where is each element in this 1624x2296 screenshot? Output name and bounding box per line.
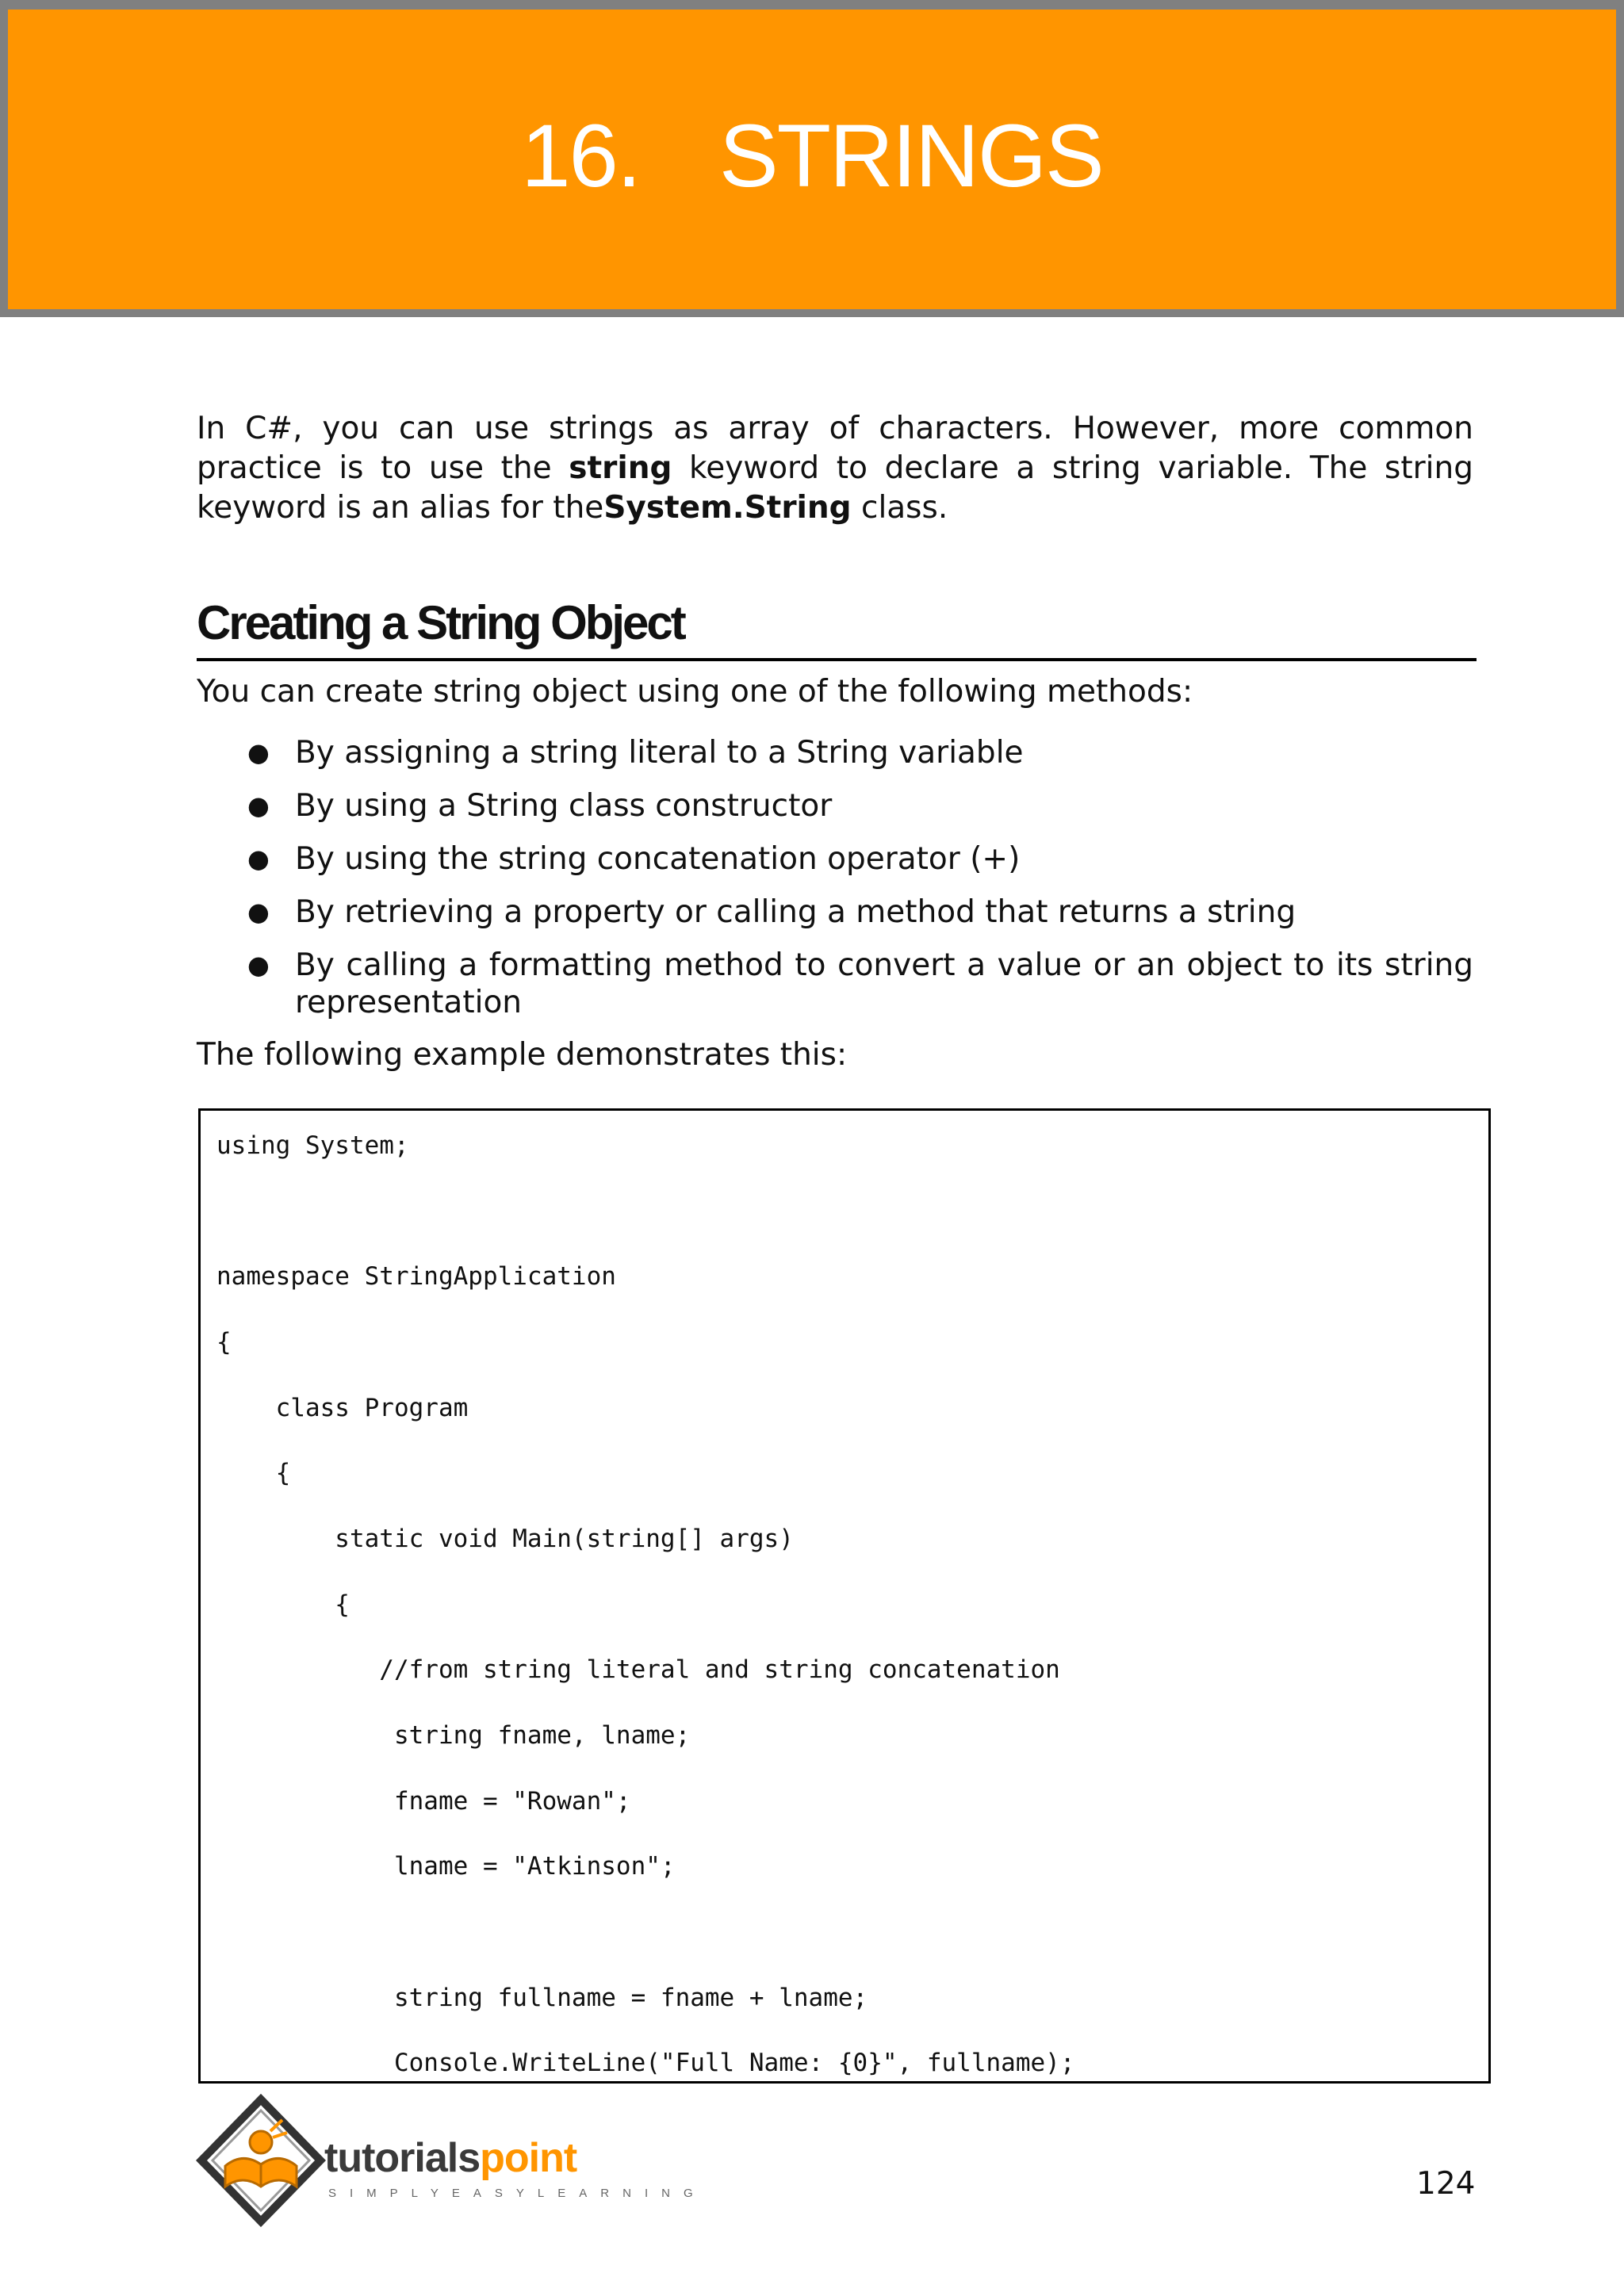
logo-word-accent: point [480, 2135, 577, 2181]
list-item-text: By assigning a string literal to a String variable [295, 735, 1024, 771]
intro-bold-system-string: System.String [603, 490, 852, 526]
logo-word-dark: tutorials [324, 2135, 481, 2181]
chapter-name: STRINGS [718, 105, 1103, 205]
chapter-number: 16. [521, 105, 640, 205]
code-line: { [216, 1590, 350, 1619]
list-item-text: By using the string concatenation operator (+) [295, 841, 1021, 877]
list-item [197, 787, 1473, 825]
code-line: fname = "Rowan"; [216, 1787, 631, 1816]
list-item-text: By using a String class constructor [295, 788, 833, 824]
code-line: Console.WriteLine("Full Name: {0}", fullname); [216, 2049, 1075, 2077]
code-line: lname = "Atkinson"; [216, 1852, 676, 1881]
book-diamond-logo-icon [193, 2093, 328, 2228]
code-line: string fullname = fname + lname; [216, 1984, 868, 2012]
code-line: using System; [216, 1131, 409, 1160]
page-number: 124 [1416, 2166, 1476, 2202]
bullet-icon: ● [247, 897, 270, 927]
intro-text-1: In C#, you can use strings as array of characters. However, more common practice is to use the [197, 411, 1473, 486]
example-intro: The following example demonstrates this: [197, 1037, 848, 1073]
list-item-text: By calling a formatting method to convert a value or an object to its string representation [295, 947, 1473, 1020]
intro-paragraph [197, 409, 1473, 528]
list-item [197, 947, 1473, 1021]
section-lead: You can create string object using one of the following methods: [197, 674, 1193, 710]
intro-text-2: keyword to declare a string variable. The string keyword is an alias for the [197, 450, 1473, 526]
list-item [197, 894, 1473, 931]
methods-list [197, 734, 1473, 1021]
code-line: //from string literal and string concatenation [216, 1655, 1060, 1684]
code-line: string fname, lname; [216, 1721, 691, 1750]
list-item [197, 734, 1473, 771]
logo-tagline: SIMPLYEASYLEARNING [328, 2187, 707, 2200]
bullet-icon: ● [247, 950, 270, 980]
code-block [198, 1108, 1491, 2084]
logo-wordmark [324, 2134, 576, 2182]
list-item [197, 840, 1473, 878]
code-line: static void Main(string[] args) [216, 1525, 794, 1553]
tutorialspoint-logo [193, 2093, 707, 2228]
code-line: { [216, 1328, 232, 1357]
bullet-icon: ● [247, 737, 270, 767]
code-line: { [216, 1459, 291, 1487]
chapter-banner [0, 0, 1624, 317]
code-line: class Program [216, 1394, 469, 1422]
list-item-text: By retrieving a property or calling a method that returns a string [295, 894, 1297, 930]
section-heading: Creating a String Object [197, 593, 1477, 661]
chapter-title [521, 105, 1103, 207]
code-line: namespace StringApplication [216, 1262, 616, 1291]
bullet-icon: ● [247, 844, 270, 874]
bullet-icon: ● [247, 790, 270, 821]
intro-text-3: class. [851, 490, 948, 526]
intro-bold-string: string [569, 450, 672, 486]
